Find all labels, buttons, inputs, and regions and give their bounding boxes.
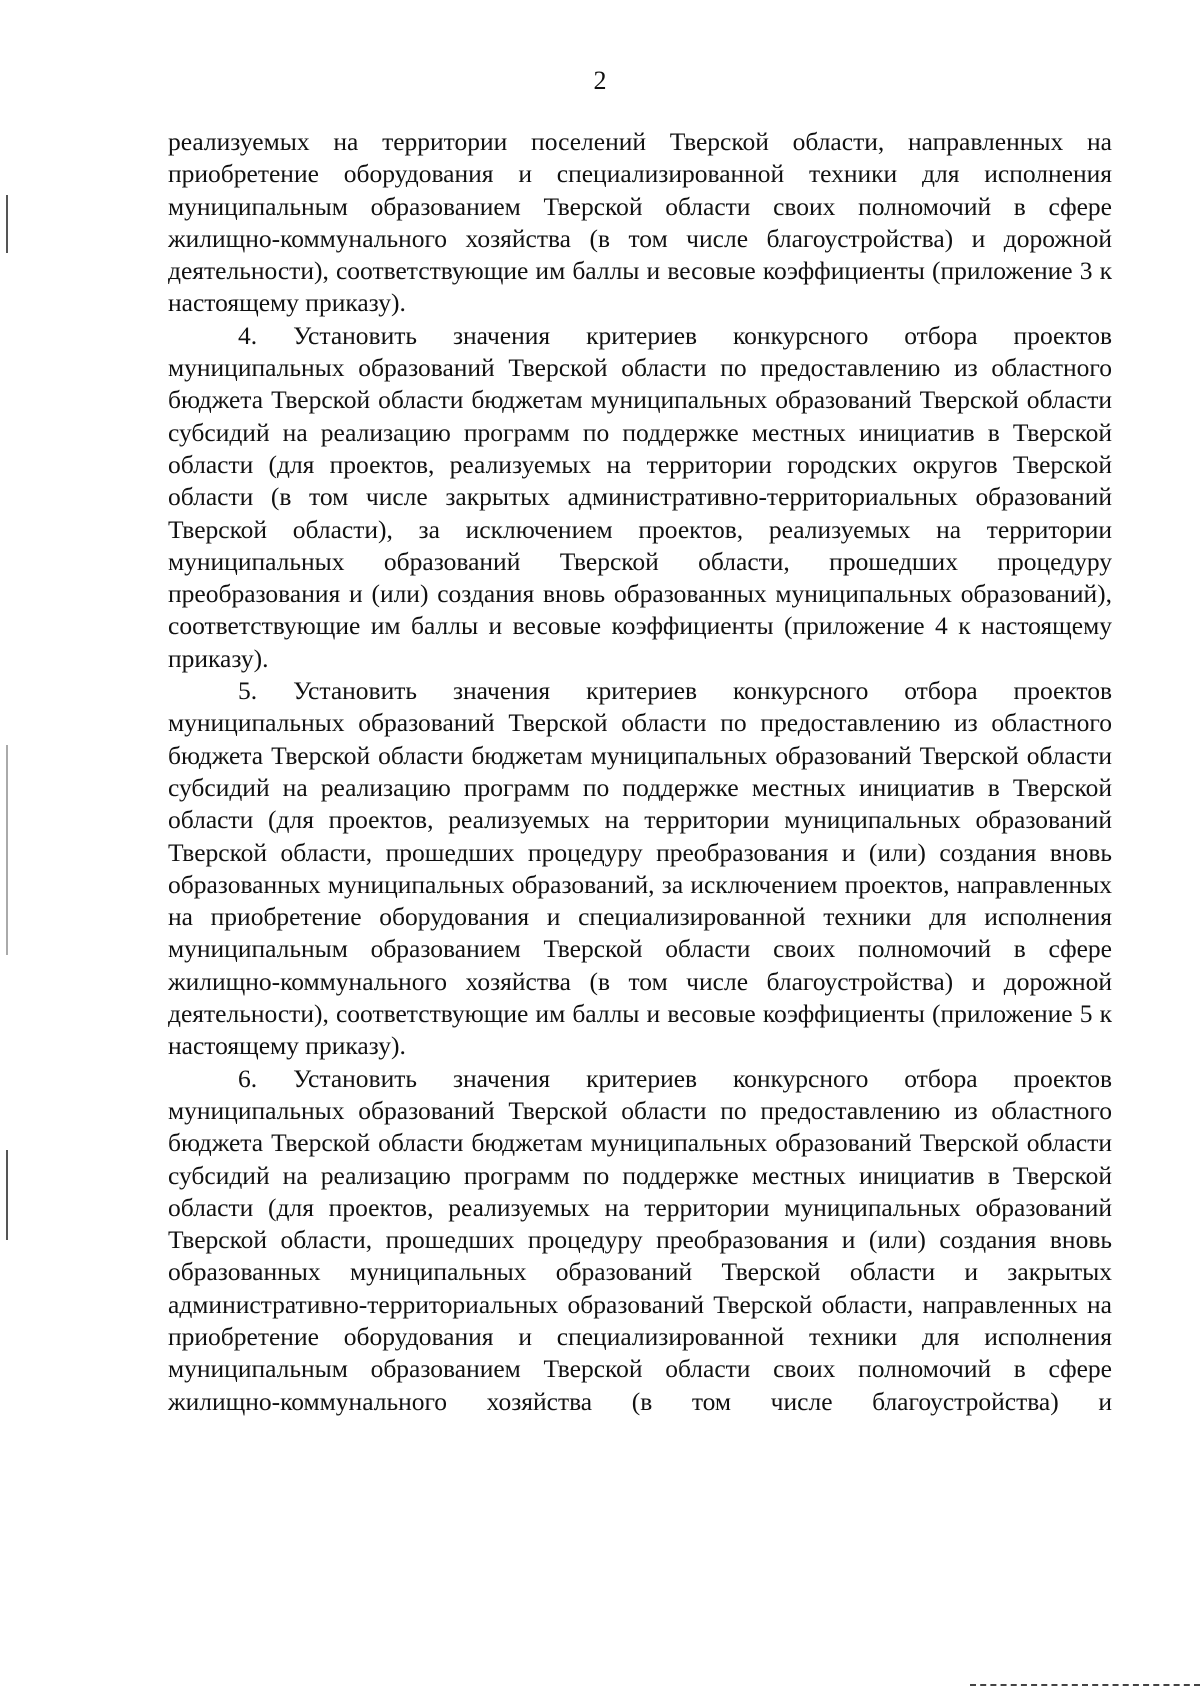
page-number: 2: [593, 66, 607, 95]
paragraph-item-6: 6. Установить значения критериев конкурсного отбора проектов муниципальных образований Тверской области по предоставлению из областного бюджета Тверской области бюджетам муниципальных образований Тверской области субсидий на реализацию программ по поддержке местных инициатив в Тверской области (для проектов, реализуемых на территории муниципальных образований Тверской области, прошедших процедуру преобразования и (или) создания вновь образованных муниципальных образований Тверской области и закрытых административно-территориальных образований Тверской области, направленных на приобретение оборудования и специализированной техники для исполнения муниципальным образованием Тверской области своих полномочий в сфере жилищно-коммунального хозяйства (в том числе благоустройства) и: [168, 1063, 1112, 1416]
document-body: [168, 126, 1112, 1418]
paragraph-item-4: 4. Установить значения критериев конкурсного отбора проектов муниципальных образований Тверской области по предоставлению из областного бюджета Тверской области бюджетам муниципальных образований Тверской области субсидий на реализацию программ по поддержке местных инициатив в Тверской области (для проектов, реализуемых на территории городских округов Тверской области (в том числе закрытых административно-территориальных образований Тверской области), за исключением проектов, реализуемых на территории муниципальных образований Тверской области, прошедших процедуру преобразования и (или) создания вновь образованных муниципальных образований), соответствующие им баллы и весовые коэффициенты (приложение 4 к настоящему приказу).: [168, 320, 1112, 673]
scan-bottom-rule: [970, 1684, 1200, 1686]
scan-margin-mark: [6, 195, 8, 253]
paragraph-continuation: реализуемых на территории поселений Тверской области, направленных на приобретение оборудования и специализированной техники для исполнения муниципальным образованием Тверской области своих полномочий в сфере жилищно-коммунального хозяйства (в том числе благоустройства) и дорожной деятельности), соответствующие им баллы и весовые коэффициенты (приложение 3 к настоящему приказу).: [168, 127, 1112, 318]
paragraph-item-5: 5. Установить значения критериев конкурсного отбора проектов муниципальных образований Тверской области по предоставлению из областного бюджета Тверской области бюджетам муниципальных образований Тверской области субсидий на реализацию программ по поддержке местных инициатив в Тверской области (для проектов, реализуемых на территории муниципальных образований Тверской области, прошедших процедуру преобразования и (или) создания вновь образованных муниципальных образований, за исключением проектов, направленных на приобретение оборудования и специализированной техники для исполнения муниципальным образованием Тверской области своих полномочий в сфере жилищно-коммунального хозяйства (в том числе благоустройства) и дорожной деятельности), соответствующие им баллы и весовые коэффициенты (приложение 5 к настоящему приказу).: [168, 676, 1112, 1061]
scan-margin-mark: [6, 745, 8, 955]
scan-margin-mark: [6, 1150, 8, 1240]
